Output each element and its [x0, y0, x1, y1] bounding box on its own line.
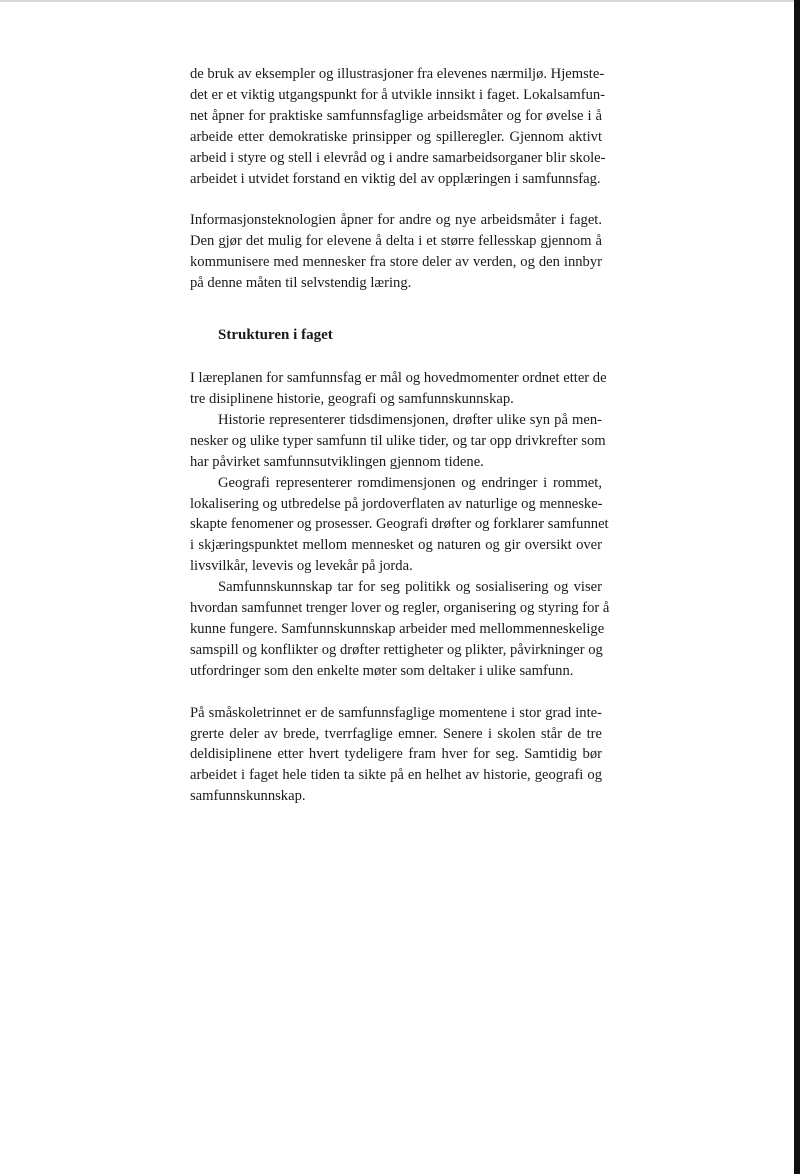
text-line: net åpner for praktiske samfunnsfaglige arbeidsmåter og for øvelse i å: [190, 107, 602, 124]
text-line: lokalisering og utbredelse på jordoverflaten av naturlige og menneske-: [190, 495, 603, 512]
text-line: arbeidet i utvidet forstand en viktig del av opplæringen i samfunnsfag.: [190, 170, 601, 187]
heading-spacer: [190, 294, 602, 325]
text-line: Den gjør det mulig for elevene å delta i et større fellesskap gjennom å: [190, 233, 602, 250]
paragraph-spacer: [190, 189, 602, 210]
text-line: kommunisere med mennesker fra store deler av verden, og den innbyr: [190, 254, 602, 271]
text-line: deldisiplinene etter hvert tydeligere fram hver for seg. Samtidig bør: [190, 746, 602, 763]
civics-paragraph: [190, 577, 610, 682]
scan-edge-top: [0, 0, 800, 2]
heading-spacer: [190, 346, 602, 368]
text-line: skapte fenomener og prosesser. Geografi drøfter og forklarer samfunnet: [190, 516, 609, 533]
text-line: Informasjonsteknologien åpner for andre og nye arbeidsmåter i faget.: [190, 212, 602, 229]
text-line: utfordringer som den enkelte møter som deltaker i ulike samfunn.: [190, 662, 574, 679]
paragraph-spacer: [190, 682, 602, 703]
section-heading: Strukturen i faget: [218, 327, 333, 344]
text-line: På småskoletrinnet er de samfunnsfaglige momentene i stor grad inte-: [190, 704, 602, 721]
closing-paragraph: [190, 703, 602, 808]
text-line: arbeidet i faget hele tiden ta sikte på en helhet av historie, geografi og: [190, 767, 602, 784]
text-line: samfunnskunnskap.: [190, 788, 306, 805]
structure-paragraph: [190, 368, 607, 410]
text-line: tre disiplinene historie, geografi og samfunnskunnskap.: [190, 390, 514, 407]
history-paragraph: [190, 410, 606, 473]
text-line: arbeide etter demokratiske prinsipper og spilleregler. Gjennom aktivt: [190, 128, 602, 145]
text-line: de bruk av eksempler og illustrasjoner fra elevenes nærmiljø. Hjemste-: [190, 66, 605, 82]
text-line: Samfunnskunnskap tar for seg politikk og sosialisering og viser: [218, 579, 602, 596]
intro-paragraph-2: [190, 210, 602, 294]
text-line: Geografi representerer romdimensjonen og endringer i rommet,: [218, 474, 602, 491]
text-line: nesker og ulike typer samfunn til ulike tider, og tar opp drivkrefter som: [190, 432, 606, 449]
text-line: på denne måten til selvstendig læring.: [190, 275, 412, 292]
text-line: har påvirket samfunnsutviklingen gjennom tidene.: [190, 453, 484, 470]
text-line: arbeid i styre og stell i elevråd og i andre samarbeidsorganer blir skole-: [190, 149, 606, 166]
text-line: grerte deler av brede, tverrfaglige emner. Senere i skolen står de tre: [190, 725, 602, 742]
text-line: i skjæringspunktet mellom mennesket og naturen og gir oversikt over: [190, 537, 602, 554]
intro-paragraph-1: [190, 64, 606, 189]
geography-paragraph: [190, 473, 609, 578]
text-line: hvordan samfunnet trenger lover og regler, organisering og styring for å: [190, 600, 610, 617]
text-line: kunne fungere. Samfunnskunnskap arbeider med mellommenneskelige: [190, 620, 605, 637]
text-line: I læreplanen for samfunnsfag er mål og hovedmomenter ordnet etter de: [190, 370, 607, 387]
text-line: samspill og konflikter og drøfter rettigheter og plikter, påvirkninger og: [190, 641, 603, 658]
scan-edge-right: [794, 0, 800, 1174]
document-page: [190, 64, 610, 807]
text-line: det er et viktig utgangspunkt for å utvikle innsikt i faget. Lokalsamfun-: [190, 86, 606, 103]
text-line: livsvilkår, levevis og levekår på jorda.: [190, 558, 413, 575]
text-line: Historie representerer tidsdimensjonen, drøfter ulike syn på men-: [218, 411, 602, 428]
